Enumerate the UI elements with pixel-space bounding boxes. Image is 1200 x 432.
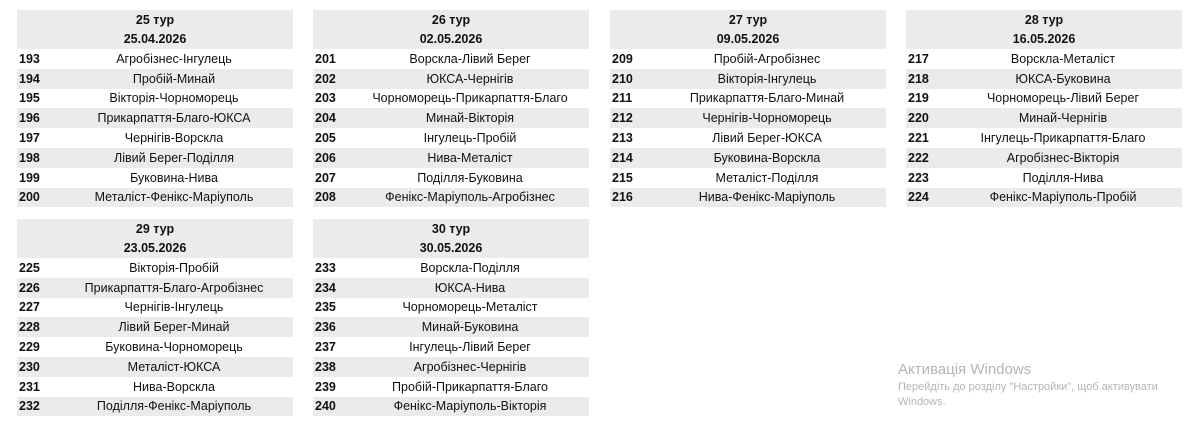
round-title: 30 тур [431,221,471,236]
watermark-title: Активація Windows [898,361,1032,378]
match-row [17,397,293,417]
match-pair: Лівий Берег-ЮКСА [712,131,822,146]
match-row [313,298,589,318]
match-number: 212 [612,111,633,126]
match-row [610,108,886,128]
match-row [610,49,886,69]
match-number: 223 [908,170,929,185]
match-pair: Металіст-ЮКСА [127,359,221,374]
match-pair: Агробізнес-Вікторія [1006,150,1120,165]
match-number: 203 [315,91,336,106]
match-number: 222 [908,150,929,165]
match-pair: Прикарпаття-Благо-Минай [689,91,845,106]
match-row [313,188,589,208]
match-pair: Металіст-Поділля [715,170,819,185]
match-number: 224 [908,190,929,205]
round-27-table [610,10,886,207]
match-number: 210 [612,71,633,86]
match-number: 200 [19,190,40,205]
match-pair: Фенікс-Маріуполь-Пробій [989,190,1137,205]
match-row [906,108,1182,128]
match-number: 229 [19,340,40,355]
round-header [313,219,589,258]
match-row [17,188,293,208]
match-pair: Вікторія-Інгулець [717,71,817,86]
round-date: 23.05.2026 [123,240,187,255]
match-pair: Прикарпаття-Благо-Агробізнес [84,280,264,295]
match-number: 219 [908,91,929,106]
match-row [906,49,1182,69]
match-row [610,128,886,148]
match-pair: Минай-Буковина [421,320,519,335]
match-number: 230 [19,359,40,374]
match-number: 202 [315,71,336,86]
round-title: 29 тур [135,221,175,236]
match-pair: Пробій-Агробізнес [713,51,821,66]
match-row [906,128,1182,148]
round-date: 09.05.2026 [716,31,780,46]
match-pair: Фенікс-Маріуполь-Вікторія [393,399,547,414]
match-list [906,49,1182,207]
round-header [17,219,293,258]
match-row [17,317,293,337]
match-row [906,89,1182,109]
match-list [17,49,293,207]
match-pair: Ворскла-Лівий Берег [409,51,531,66]
match-pair: Фенікс-Маріуполь-Агробізнес [385,190,555,205]
match-number: 236 [315,320,336,335]
match-pair: Нива-Фенікс-Маріуполь [698,190,836,205]
match-number: 214 [612,150,633,165]
match-row [313,357,589,377]
match-number: 194 [19,71,40,86]
match-row [610,168,886,188]
match-row [313,89,589,109]
match-number: 199 [19,170,40,185]
match-number: 239 [315,379,336,394]
match-row [313,69,589,89]
match-pair: Чернігів-Ворскла [124,131,224,146]
match-pair: Чорноморець-Прикарпаття-Благо [372,91,568,106]
round-header [610,10,886,49]
match-row [313,108,589,128]
round-date: 30.05.2026 [419,240,483,255]
match-row [313,317,589,337]
match-number: 232 [19,399,40,414]
match-pair: ЮКСА-Буковина [1015,71,1111,86]
round-28-table [906,10,1182,207]
match-row [313,397,589,417]
match-pair: Вікторія-Чорноморець [109,91,239,106]
round-title: 25 тур [135,12,175,27]
round-29-table [17,219,293,416]
match-row [17,108,293,128]
match-row [17,168,293,188]
match-number: 207 [315,170,336,185]
match-number: 218 [908,71,929,86]
match-pair: Пробій-Прикарпаття-Благо [392,379,548,394]
match-row [906,188,1182,208]
round-title: 28 тур [1024,12,1064,27]
match-pair: Пробій-Минай [132,71,216,86]
round-date: 16.05.2026 [1012,31,1076,46]
match-number: 216 [612,190,633,205]
match-row [313,258,589,278]
match-pair: Минай-Чернігів [1018,111,1108,126]
match-number: 193 [19,51,40,66]
match-number: 233 [315,260,336,275]
match-number: 206 [315,150,336,165]
match-pair: Буковина-Нива [130,170,218,185]
match-number: 237 [315,340,336,355]
match-row [17,357,293,377]
match-row [610,188,886,208]
match-pair: Вікторія-Пробій [129,260,219,275]
match-number: 211 [612,91,633,106]
match-pair: ЮКСА-Чернігів [426,71,514,86]
match-pair: Інгулець-Лівий Берег [409,340,531,355]
match-row [610,69,886,89]
match-row [17,89,293,109]
match-pair: Прикарпаття-Благо-ЮКСА [97,111,251,126]
match-row [17,258,293,278]
match-row [313,49,589,69]
match-row [313,337,589,357]
match-pair: Минай-Вікторія [425,111,515,126]
match-row [610,148,886,168]
match-number: 213 [612,131,633,146]
match-number: 209 [612,51,633,66]
match-pair: Поділля-Фенікс-Маріуполь [96,399,252,414]
match-pair: Агробізнес-Чернігів [413,359,527,374]
round-title: 26 тур [431,12,471,27]
match-number: 240 [315,399,336,414]
round-26-table [313,10,589,207]
round-date: 25.04.2026 [123,31,187,46]
match-number: 197 [19,131,40,146]
match-number: 221 [908,131,929,146]
match-pair: Чорноморець-Лівий Берег [986,91,1140,106]
match-row [313,168,589,188]
match-number: 201 [315,51,336,66]
match-number: 220 [908,111,929,126]
match-number: 217 [908,51,929,66]
match-row [17,69,293,89]
match-row [313,278,589,298]
match-number: 234 [315,280,336,295]
match-pair: Поділля-Буковина [417,170,523,185]
round-header [17,10,293,49]
match-number: 195 [19,91,40,106]
match-number: 208 [315,190,336,205]
match-pair: ЮКСА-Нива [434,280,506,295]
match-pair: Буковина-Чорноморець [105,340,243,355]
match-pair: Чернігів-Інгулець [124,300,224,315]
match-row [313,128,589,148]
match-list [313,258,589,416]
match-pair: Агробізнес-Інгулець [116,51,232,66]
match-row [906,69,1182,89]
match-pair: Металіст-Фенікс-Маріуполь [94,190,254,205]
match-pair: Нива-Ворскла [133,379,215,394]
match-pair: Лівий Берег-Поділля [114,150,234,165]
match-row [313,377,589,397]
windows-activation-watermark [898,360,1178,410]
match-number: 196 [19,111,40,126]
round-header [906,10,1182,49]
match-pair: Поділля-Нива [1022,170,1104,185]
match-pair: Чернігів-Чорноморець [702,111,832,126]
match-number: 226 [19,280,40,295]
match-pair: Інгулець-Прикарпаття-Благо [980,131,1146,146]
round-25-table [17,10,293,207]
match-number: 204 [315,111,336,126]
match-pair: Ворскла-Поділля [420,260,520,275]
round-30-table [313,219,589,416]
match-pair: Чорноморець-Металіст [402,300,538,315]
match-row [906,148,1182,168]
match-pair: Нива-Металіст [427,150,513,165]
match-pair: Лівий Берег-Минай [118,320,230,335]
match-list [313,49,589,207]
round-title: 27 тур [728,12,768,27]
match-number: 238 [315,359,336,374]
match-row [17,337,293,357]
match-row [906,168,1182,188]
round-header [313,10,589,49]
match-row [313,148,589,168]
match-number: 198 [19,150,40,165]
round-date: 02.05.2026 [419,31,483,46]
match-row [17,278,293,298]
match-number: 205 [315,131,336,146]
match-pair: Буковина-Ворскла [713,150,821,165]
match-number: 228 [19,320,40,335]
match-list [610,49,886,207]
match-list [17,258,293,416]
match-number: 231 [19,379,40,394]
match-pair: Ворскла-Металіст [1010,51,1116,66]
match-row [17,298,293,318]
match-number: 235 [315,300,336,315]
match-number: 227 [19,300,40,315]
match-number: 215 [612,170,633,185]
watermark-text: Перейдіть до розділу "Настройки", щоб активувати Windows. [898,381,1158,408]
match-row [17,377,293,397]
match-pair: Інгулець-Пробій [423,131,517,146]
match-row [610,89,886,109]
match-number: 225 [19,260,40,275]
match-row [17,49,293,69]
match-row [17,128,293,148]
match-row [17,148,293,168]
